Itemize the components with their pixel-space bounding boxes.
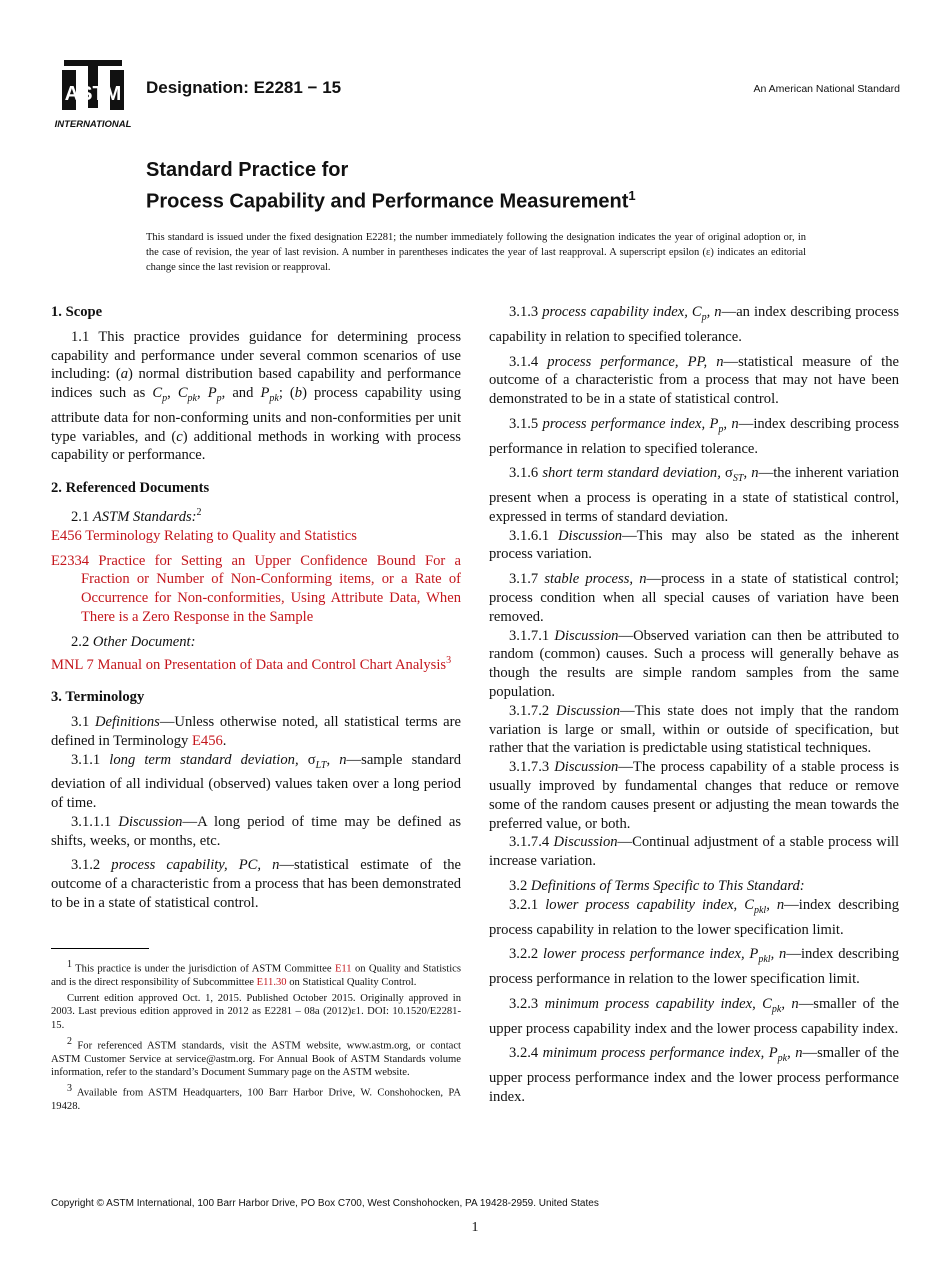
designation: Designation: E2281 − 15 <box>146 78 342 97</box>
ref-e2334-title[interactable]: Practice for Setting an Upper Confidence Bound For a Fraction or Number of Non-Conforming items, or a Rate of Occurrence for Non-conformities, Using Attribute Data, When There is a Zero Response in the Sample <box>81 552 461 625</box>
ref-e456[interactable] <box>51 527 461 546</box>
para-3-2-2: 3.2.2 lower process performance index, $P_{pkl}$, n—index describing process performance in relation to the lower specification limit. <box>489 946 899 988</box>
section-3-heading: 3. Terminology <box>51 689 145 706</box>
para-3-2-1: 3.2.1 lower process capability index, $C_{pkl}$, n—index describing process capability in relation to the lower specification limit. <box>489 896 900 938</box>
para-3-1-2: 3.1.2 process capability, PC, n—statistical estimate of the outcome of a characteristic from a process that has been demonstrated to be in a state of statistical control. <box>51 857 461 912</box>
page-number: 1 <box>471 1220 479 1235</box>
title-line-2: Process Capability and Performance Measurement$^1$ <box>146 188 636 213</box>
ref-mnl7-title[interactable]: Manual on Presentation of Data and Control Chart Analysis <box>97 656 447 673</box>
para-3-1-1-1: 3.1.1.1 Discussion—A long period of time may be defined as shifts, weeks, or months, etc. <box>51 813 462 849</box>
ref-mnl7-code[interactable]: MNL 7 <box>51 656 94 673</box>
title-line-1: Standard Practice for <box>146 159 349 181</box>
ref-e456-title[interactable]: Terminology Relating to Quality and Statistics <box>85 527 357 544</box>
designation-notice: This standard is issued under the fixed designation E2281; the number immediately following the designation indicates the year of original adoption or, in the case of revision, the year of last revision. A number in parentheses indicates the year of last reapproval. A superscript epsilon (ε) indicates an editorial change since the last revision or reapproval. <box>146 232 806 273</box>
link-e11[interactable]: E11 <box>334 963 352 975</box>
para-3-2-3: 3.2.3 minimum process capability index, $C_{pk}$, n—smaller of the upper process capability index and the lower process capability index. <box>489 995 900 1037</box>
para-3-1-4: 3.1.4 process performance, PP, n—statistical measure of the outcome of a characteristic from a process that may not have been demonstrated to be in a state of statistical control. <box>489 353 899 408</box>
right-column <box>489 303 899 1113</box>
footnote-rule <box>51 948 149 949</box>
ref-e456-code[interactable]: E456 <box>51 527 82 544</box>
document-title <box>146 157 636 215</box>
svg-text:ASTM: ASTM <box>64 83 122 105</box>
para-3-1-6-1: 3.1.6.1 Discussion—This may also be stated as the inherent process variation. <box>489 527 900 563</box>
left-column <box>51 303 461 919</box>
para-2-1: 2.1 ASTM Standards:$^2$ <box>71 507 202 525</box>
section-2-heading: 2. Referenced Documents <box>51 480 210 497</box>
para-3-1-1: 3.1.1 long term standard deviation, $\sigma_{LT}$, n—sample standard deviation of all individual (observed) values taken over a long period of time. <box>51 751 462 812</box>
footnote-2: $^2$ For referenced ASTM standards, visit the ASTM website, www.astm.org, or contact ASTM Customer Service at service@astm.org. For Annual Book of ASTM Standards volume information, refer to the standard’s Document Summary page on the ASTM website. <box>51 1035 461 1079</box>
para-3-1-7: 3.1.7 stable process, n—process in a state of statistical control; process condition when all special causes of variation have been removed. <box>489 571 899 625</box>
link-e11-30[interactable]: E11.30 <box>256 977 287 989</box>
copyright: Copyright © ASTM International, 100 Barr Harbor Drive, PO Box C700, West Conshohocken, PA 19428-2959. United States <box>51 1198 599 1209</box>
section-1-heading: 1. Scope <box>51 304 103 320</box>
para-3-1-7-2: 3.1.7.2 Discussion—This state does not imply that the random variation is large or small, within or outside of specification, but rather that the variation is predictable using statistical techniques. <box>489 702 899 757</box>
ref-mnl7[interactable]: MNL 7 Manual on Presentation of Data and Control Chart Analysis$^3$ <box>51 654 452 673</box>
para-3-1-7-3: 3.1.7.3 Discussion—The process capability of a stable process is usually improved by fundamental changes that reduce or remove some of the random causes present or adjusting the mean towards the preferred value, or both. <box>489 759 899 832</box>
para-3-1-5: 3.1.5 process performance index, $P_p$, n—index describing process performance in relation to specified tolerance. <box>489 415 900 457</box>
para-3-1: 3.1 Definitions—Unless otherwise noted, all statistical terms are defined in Terminology E456. <box>51 713 462 749</box>
para-3-1-6: 3.1.6 short term standard deviation, $\sigma_{ST}$, n—the inherent variation present when a process is operating in a state of statistical control, expressed in terms of standard deviation. <box>489 465 900 525</box>
footnotes <box>51 958 461 1116</box>
american-national-standard: An American National Standard <box>753 83 900 95</box>
footnote-edition: Current edition approved Oct. 1, 2015. Published October 2015. Originally approved in 2003. Last previous edition approved in 2012 as E2281 – 08a (2012)ε1. DOI: 10.1520/E2281-15. <box>51 992 461 1031</box>
ref-e2334-code[interactable]: E2334 <box>51 552 90 569</box>
para-2-2: 2.2 Other Document: <box>71 633 196 650</box>
para-3-2: 3.2 Definitions of Terms Specific to This Standard: <box>509 878 805 895</box>
para-3-2-4: 3.2.4 minimum process performance index, $P_{pk}$, n—smaller of the upper process performance index and the lower process performance index. <box>489 1045 899 1105</box>
para-3-1-7-4: 3.1.7.4 Discussion—Continual adjustment of a stable process will increase variation. <box>489 834 899 870</box>
ref-e2334[interactable] <box>51 552 461 627</box>
para-3-1-3: 3.1.3 process capability index, $C_p$, n—an index describing process capability in relation to specified tolerance. <box>489 304 899 345</box>
para-1-1: 1.1 This practice provides guidance for determining process capability and performance under several common scenarios of use including: (a) normal distribution based capability and performance indices such as $C_p$, $C_{pk}$, $P_p$, and $P_{pk}$; (b) process capability using attribute data for non-conforming units and non-conformities per unit type variables, and (c) additional methods in working with process capability or performance. <box>51 328 461 464</box>
title-footnote-mark: 1 <box>628 188 636 203</box>
svg-text:INTERNATIONAL: INTERNATIONAL <box>54 119 132 130</box>
footnote-1: $^1$ This practice is under the jurisdiction of ASTM Committee E11 on Quality and Statistics and is the direct responsibility of Subcommittee E11.30 on Statistical Quality Control. <box>51 959 461 989</box>
astm-logo <box>52 52 134 132</box>
footnote-3: $^3$ Available from ASTM Headquarters, 100 Barr Harbor Drive, W. Conshohocken, PA 19428. <box>51 1082 461 1112</box>
link-e456[interactable]: E456 <box>191 732 223 749</box>
para-3-1-7-1: 3.1.7.1 Discussion—Observed variation can then be attributed to random (common) causes. Such a process will generally behave as though the results are simple random samples from the same population. <box>489 627 899 701</box>
